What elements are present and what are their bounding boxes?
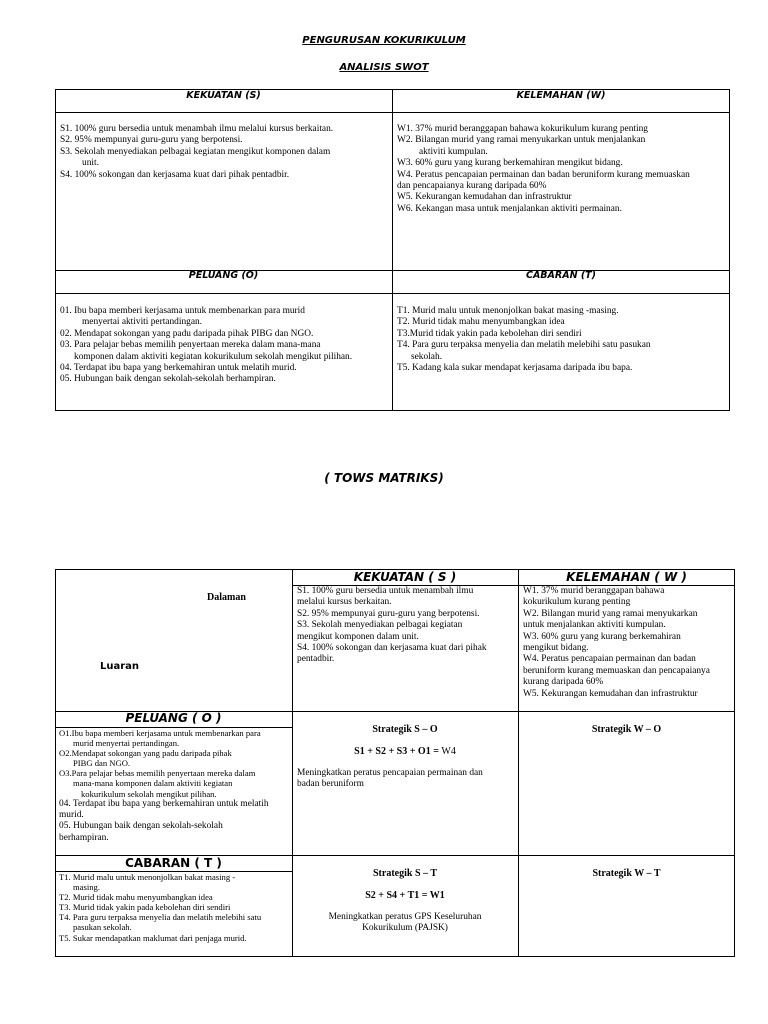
list-item: kurang daripada 60% [523,677,604,688]
list-item: kokurikulum kurang penting [523,597,631,608]
list-item: T5. Sukar mendapatkan maklumat dari penjaga murid. [59,932,247,943]
tows-strengths-heading: KEKUATAN ( S ) [353,570,457,584]
list-item: W3. 60% guru yang kurang berkemahiran mengikut bidang. [397,158,623,169]
list-item: S4. 100% sokongan dan kerjasama kuat dari pihak [297,643,487,654]
swot-divider-h1 [55,112,730,113]
list-item: W2. Bilangan murid yang ramai menyukarkan [523,608,698,619]
corner-luaran-label: Luaran [100,661,140,672]
strategy-so-desc-line: badan beruniform [297,779,364,790]
list-item: W4. Peratus pencapaian permainan dan badan [523,654,696,665]
list-item: T3.Murid tidak yakin pada kebolehan diri sendiri [397,328,582,339]
swot-threats-list [397,306,651,374]
tows-divider-v2 [518,569,519,957]
list-item: S2. 95% mempunyai guru-guru yang berpotensi. [297,608,480,619]
strategy-st-formula: S2 + S4 + T1 = W1 [365,890,445,901]
strategy-so-formula-bold: S1 + S2 + S3 + O1 = [354,746,439,757]
list-item: murid. [59,810,84,821]
list-item: murid menyertai pertandingan. [73,738,180,749]
tows-threats-list [59,872,261,943]
list-item: masing. [73,882,100,893]
list-item: S1. 100% guru bersedia untuk menambah ilmu melalui kursus berkaitan. [60,124,334,134]
list-item: sekolah. [411,351,442,362]
list-item: T1. Murid malu untuk menonjolkan bakat masing -masing. [397,306,619,316]
tows-weaknesses-list [523,586,710,700]
swot-divider-vertical [392,89,393,411]
list-item: S4. 100% sokongan dan kerjasama kuat dari pihak pentadbir. [60,169,290,180]
list-item: 04. Terdapat ibu bapa yang berkemahiran untuk melatih murid. [60,363,297,374]
strategy-st-title: Strategik S – T [373,868,437,879]
list-item: W4. Peratus pencapaian permainan dan badan beruniform kurang memuaskan [397,169,690,180]
swot-weaknesses-list [397,124,690,215]
swot-weaknesses-heading: KELEMAHAN (W) [516,90,606,101]
list-item: S1. 100% guru bersedia untuk menambah ilmu [297,586,474,596]
list-item: pasukan sekolah. [73,922,132,933]
list-item: T1. Murid malu untuk menonjolkan bakat masing - [59,872,236,882]
list-item: W5. Kekurangan kemudahan dan infrastruktur [523,688,698,699]
tows-title: ( TOWS MATRIKS) [324,471,444,485]
list-item: T3. Murid tidak yakin pada kebolehan diri sendiri [59,902,231,913]
strategy-so-title: Strategik S – O [372,724,438,735]
list-item: dan pencapaianya kurang daripada 60% [397,181,547,192]
strategy-wo-title: Strategik W – O [591,724,662,735]
list-item: menyertai aktiviti pertandingan. [82,317,203,328]
list-item: T4. Para guru terpaksa menyelia dan melatih melebihi satu [59,912,262,923]
swot-opportunities-list [60,306,352,386]
list-item: unit. [82,158,99,169]
list-item: T5. Kadang kala sukar mendapat kerjasama daripada ibu bapa. [397,363,633,374]
list-item: W3. 60% guru yang kurang berkemahiran [523,631,681,642]
corner-dalaman-label: Dalaman [207,592,246,603]
strategy-so-formula [292,746,518,757]
list-item: 05. Hubungan baik dengan sekolah-sekolah [59,821,223,832]
list-item: mengikut bidang. [523,643,589,654]
list-item: 04. Terdapat ibu bapa yang berkemahiran untuk melatih [59,798,269,809]
list-item: O3.Para pelajar bebas memilih penyertaan mereka dalam [59,768,256,779]
list-item: 05. Hubungan baik dengan sekolah-sekolah berhampiran. [60,374,276,385]
list-item: T4. Para guru terpaksa menyelia dan melatih melebihi satu pasukan [397,340,651,351]
list-item: kokurikulum sekolah mengikut pilihan. [81,788,217,799]
tows-strengths-list [297,586,487,666]
strategy-st-desc-line: Kokurikulum (PAJSK) [362,923,448,934]
list-item: W2. Bilangan murid yang ramai menyukarkan untuk menjalankan [397,135,646,146]
list-item: beruniform kurang memuaskan dan pencapaianya [523,665,710,676]
list-item: untuk menjalankan aktiviti kumpulan. [523,620,666,631]
list-item: 03. Para pelajar bebas memilih penyertaan mereka dalam mana-mana [60,340,321,351]
list-item: T2. Murid tidak mahu menyumbangkan idea [397,317,565,328]
list-item: W1. 37% murid beranggapan bahawa [523,586,665,596]
list-item: mengikut komponen dalam unit. [297,631,419,642]
list-item: mana-mana komponen dalam aktiviti kegiatan [73,778,233,789]
list-item: W5. Kekurangan kemudahan dan infrastruktur [397,192,572,203]
strategy-so-formula-tail: W4 [441,746,456,757]
list-item: S2. 95% mempunyai guru-guru yang berpotensi. [60,135,243,146]
tows-threats-heading: CABARAN ( T ) [125,856,222,870]
list-item: W6. Kekangan masa untuk menjalankan aktiviti permainan. [397,203,622,214]
list-item: pentadbir. [297,654,335,665]
list-item: T2. Murid tidak mahu menyumbangkan idea [59,892,213,903]
list-item: aktiviti kumpulan. [419,146,488,157]
tows-weaknesses-heading: KELEMAHAN ( W ) [566,570,687,584]
strategy-so-desc-line: Meningkatkan peratus pencapaian permainan dan [297,768,483,778]
list-item: W1. 37% murid beranggapan bahawa kokurikulum kurang penting [397,124,648,134]
swot-divider-h3 [55,293,730,294]
list-item: S3. Sekolah menyediakan pelbagai kegiatan mengikut komponen dalam [60,146,331,157]
page-subtitle: ANALISIS SWOT [339,62,429,73]
strategy-so-cell [292,724,518,791]
tows-opportunities-list [59,728,269,844]
page-title: PENGURUSAN KOKURIKULUM [302,35,466,46]
list-item: 01. Ibu bapa memberi kerjasama untuk membenarkan para murid [60,306,305,316]
list-item: O1.Ibu bapa memberi kerjasama untuk membenarkan para [59,728,261,738]
list-item: 02. Mendapat sokongan yang padu daripada pihak PIBG dan NGO. [60,328,314,339]
list-item: melalui kursus berkaitan. [297,597,392,608]
swot-strengths-heading: KEKUATAN (S) [186,90,261,101]
strategy-st-desc-line: Meningkatkan peratus GPS Keseluruhan [328,912,482,922]
tows-opportunities-heading: PELUANG ( O ) [125,711,222,725]
swot-opportunities-heading: PELUANG (O) [188,270,259,281]
strategy-st-cell [292,868,518,935]
list-item: O2.Mendapat sokongan yang padu daripada pihak [59,748,232,759]
swot-threats-heading: CABARAN (T) [525,270,596,281]
list-item: S3. Sekolah menyediakan pelbagai kegiatan [297,620,463,631]
strategy-wt-title: Strategik W – T [592,868,661,879]
list-item: komponen dalam aktiviti kegiatan kokurikulum sekolah mengikut pilihan. [74,351,353,362]
swot-strengths-list [60,124,333,181]
list-item: PIBG dan NGO. [73,758,131,769]
list-item: berhampiran. [59,832,109,843]
